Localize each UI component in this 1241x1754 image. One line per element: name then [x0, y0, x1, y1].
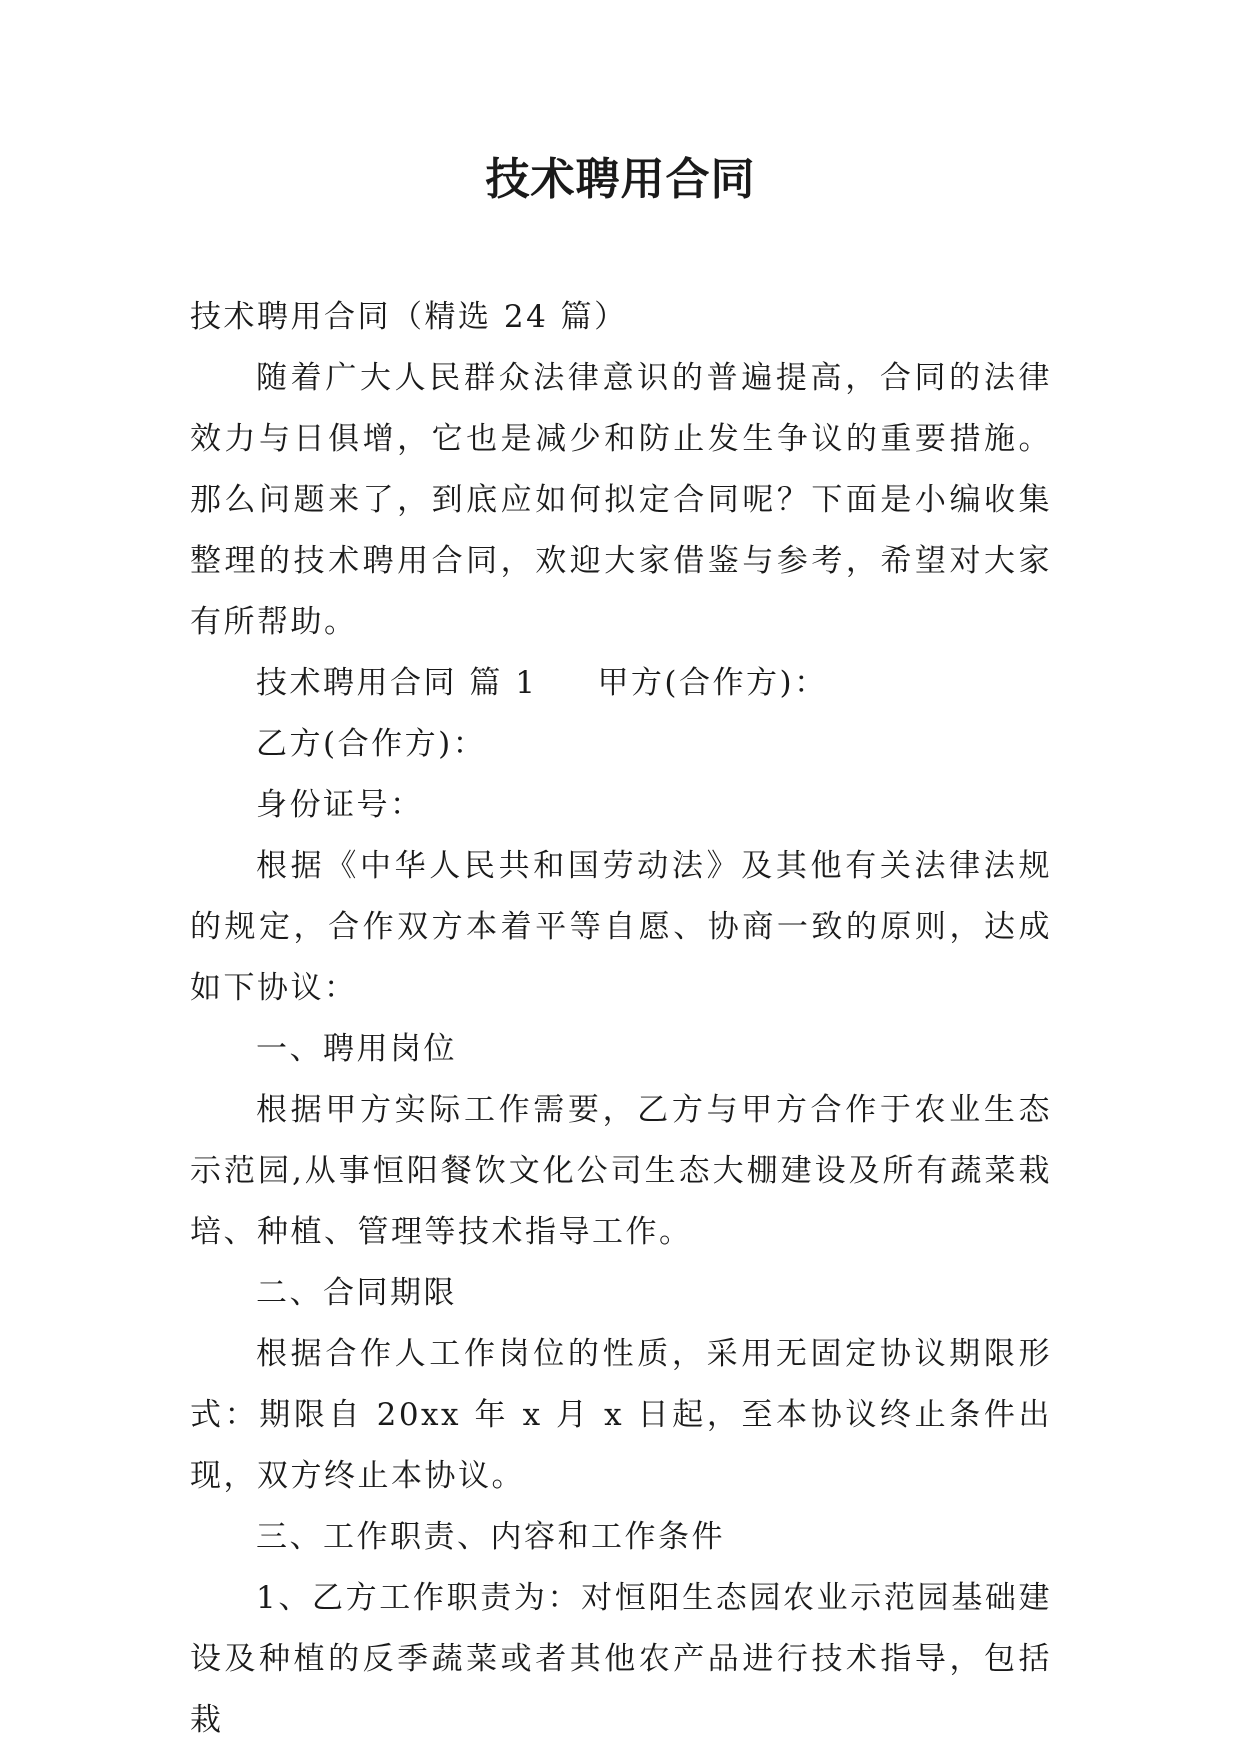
id-number-label: 身份证号：: [256, 787, 424, 823]
section3-heading: 三、工作职责、内容和工作条件: [256, 1519, 725, 1555]
section3-item1: 1、乙方工作职责为：对恒阳生态园农业示范园基础建设及种植的反季蔬菜或者其他农产品进行技术指导，包括栽: [190, 1580, 1052, 1738]
document-body: [190, 287, 1052, 1751]
article-heading-line: [190, 653, 1052, 714]
article-heading: 技术聘用合同 篇 1: [256, 665, 538, 701]
intro-paragraph: 随着广大人民群众法律意识的普遍提高，合同的法律效力与日俱增，它也是减少和防止发生争议的重要措施。那么问题来了，到底应如何拟定合同呢？下面是小编收集整理的技术聘用合同，欢迎大家借鉴与参考，希望对大家有所帮助。: [190, 360, 1052, 640]
section2-heading: 二、合同期限: [256, 1275, 457, 1311]
section1-body: 根据甲方实际工作需要，乙方与甲方合作于农业生态示范园,从事恒阳餐饮文化公司生态大棚建设及所有蔬菜栽培、种植、管理等技术指导工作。: [190, 1092, 1052, 1250]
section2-body: 根据合作人工作岗位的性质，采用无固定协议期限形式：期限自 20xx 年 x 月 x 日起，至本协议终止条件出现，双方终止本协议。: [190, 1336, 1052, 1494]
party-a-label: 甲方(合作方)：: [597, 665, 828, 701]
basis-paragraph: 根据《中华人民共和国劳动法》及其他有关法律法规的规定，合作双方本着平等自愿、协商一致的原则，达成如下协议：: [190, 848, 1052, 1006]
section1-heading: 一、聘用岗位: [256, 1031, 457, 1067]
document-subtitle: 技术聘用合同（精选 24 篇）: [190, 299, 628, 335]
party-b-label: 乙方(合作方)：: [256, 726, 487, 762]
document-title: 技术聘用合同: [485, 154, 756, 205]
